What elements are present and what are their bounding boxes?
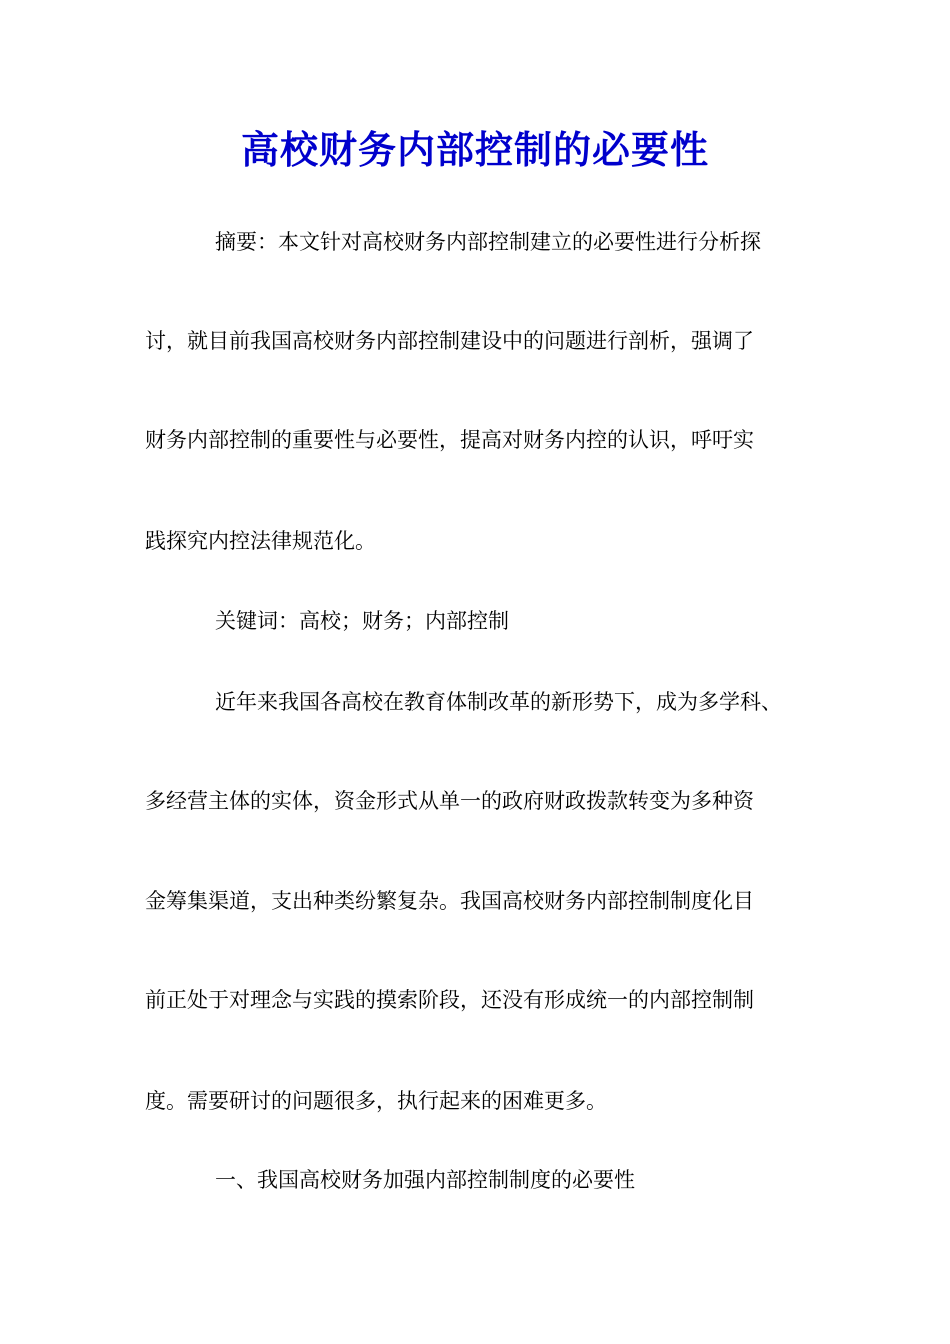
abstract-line-3: 财务内部控制的重要性与必要性，提高对财务内控的认识，呼吁实 [145, 428, 754, 452]
intro-line-1: 近年来我国各高校在教育体制改革的新形势下，成为多学科、 [215, 690, 782, 714]
abstract-line-4: 践探究内控法律规范化。 [145, 529, 376, 553]
section-heading-1: 一、我国高校财务加强内部控制制度的必要性 [215, 1168, 635, 1192]
intro-line-4: 前正处于对理念与实践的摸索阶段，还没有形成统一的内部控制制 [145, 988, 754, 1012]
keywords-line: 关键词：高校；财务；内部控制 [215, 609, 509, 633]
abstract-line-2: 讨，就目前我国高校财务内部控制建设中的问题进行剖析，强调了 [145, 329, 754, 353]
abstract-line-1: 摘要：本文针对高校财务内部控制建立的必要性进行分析探 [215, 230, 761, 254]
intro-line-2: 多经营主体的实体，资金形式从单一的政府财政拨款转变为多种资 [145, 789, 754, 813]
intro-line-3: 金筹集渠道，支出种类纷繁复杂。我国高校财务内部控制制度化目 [145, 889, 754, 913]
document-title: 高校财务内部控制的必要性 [240, 127, 709, 172]
intro-line-5: 度。需要研讨的问题很多，执行起来的困难更多。 [145, 1089, 607, 1113]
